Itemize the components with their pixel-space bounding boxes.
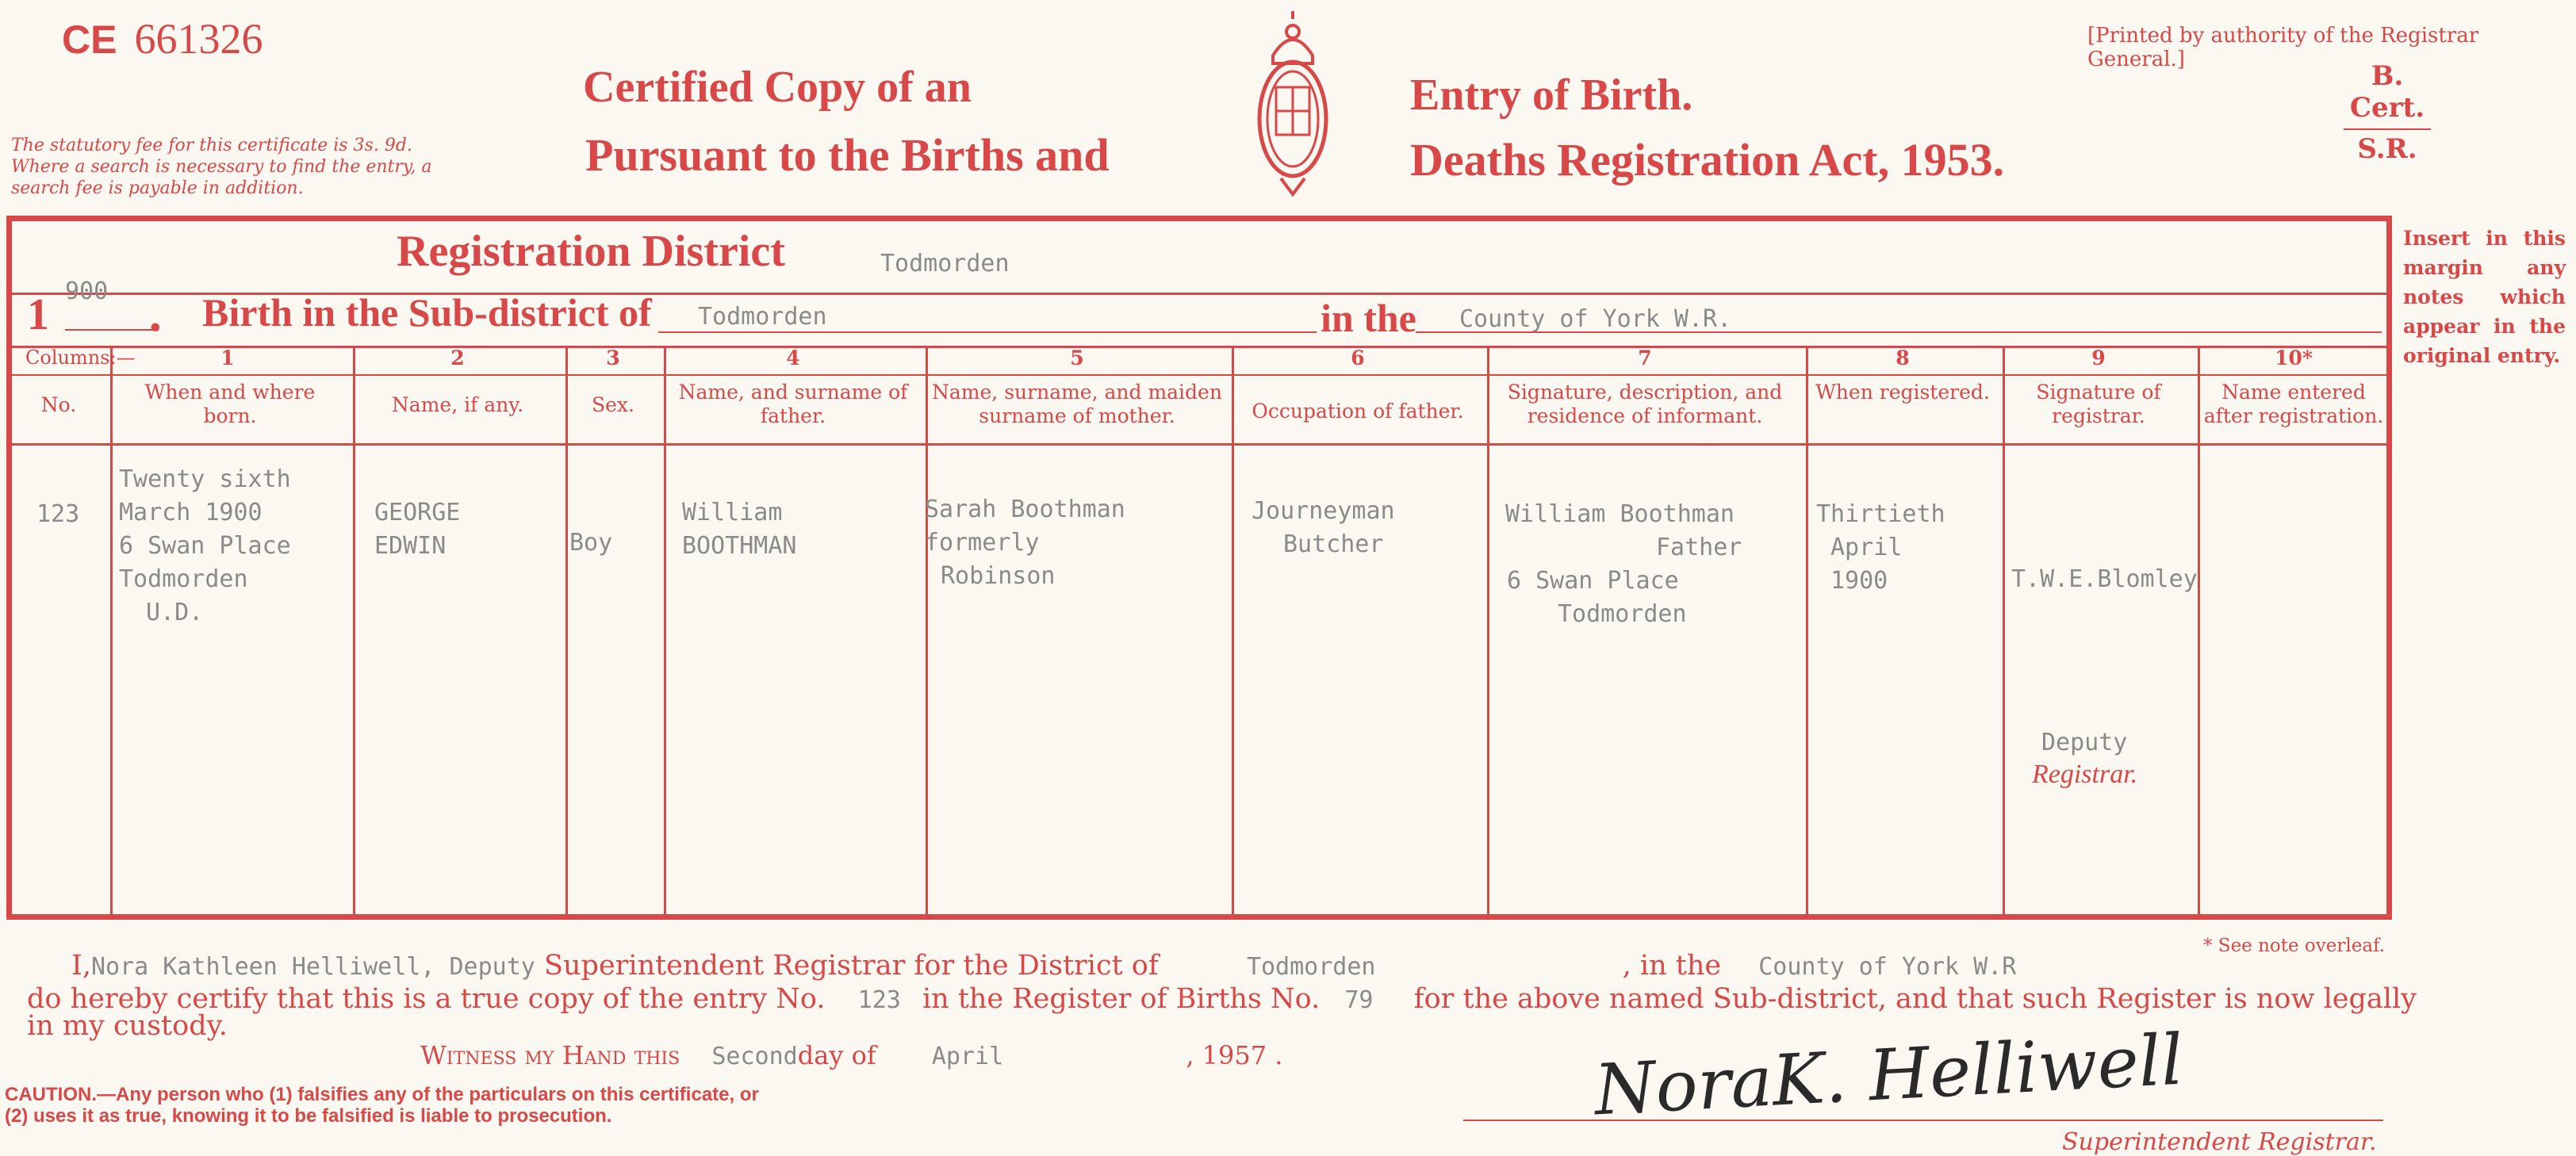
column-head-mother: Name, surname, and maiden surname of mother. bbox=[932, 381, 1222, 427]
serial-number: 661326 bbox=[134, 15, 263, 63]
title-line1-right: Entry of Birth. bbox=[1410, 71, 1693, 120]
certification-line3: in my custody. bbox=[27, 1010, 228, 1042]
col-divider bbox=[2198, 346, 2200, 914]
in-the-label: in the bbox=[1321, 296, 1416, 340]
entry-born-line: March 1900 bbox=[119, 499, 263, 526]
entry-mother-line: formerly bbox=[925, 529, 1040, 557]
witness-month: April bbox=[931, 1043, 1004, 1070]
entry-name-line: EDWIN bbox=[374, 532, 447, 560]
witness-label: Witness my Hand this bbox=[420, 1040, 680, 1070]
witness-line bbox=[420, 1040, 1282, 1070]
column-head-registered: When registered. bbox=[1815, 381, 1990, 404]
signature-line bbox=[1463, 1120, 2383, 1121]
royal-crest-icon bbox=[1257, 8, 1328, 197]
cert-entry-no: 123 bbox=[857, 986, 901, 1014]
entry-born bbox=[119, 463, 341, 630]
caution-note: CAUTION.—Any person who (1) falsifies any of the particulars on this certificate, or (2) uses it as true, knowing it to be falsified is liable to prosecution. bbox=[5, 1084, 759, 1127]
underline bbox=[1416, 331, 2382, 333]
form-code bbox=[2344, 60, 2431, 165]
entry-occupation-line: Journeyman bbox=[1252, 497, 1395, 525]
column-head-born: When and where born. bbox=[144, 381, 316, 427]
row-divider bbox=[12, 443, 2386, 446]
entry-registrar-title-printed: Registrar. bbox=[2032, 760, 2138, 789]
entry-registered-line: April bbox=[1830, 534, 1903, 561]
column-number: 5 bbox=[1070, 346, 1084, 369]
column-head-father: Name, and surname of father. bbox=[678, 381, 908, 427]
col-divider bbox=[110, 346, 113, 914]
certification-line1 bbox=[71, 950, 2016, 982]
col-divider bbox=[926, 346, 928, 914]
fee-note: The statutory fee for this certificate is 3s. 9d. Where a search is necessary to find the entry, a search fee is payable in addition. bbox=[11, 136, 432, 198]
entry-name bbox=[374, 496, 460, 563]
column-number: 7 bbox=[1638, 346, 1652, 369]
entry-father-line: BOOTHMAN bbox=[682, 532, 797, 560]
witness-year: , 1957 . bbox=[1186, 1040, 1283, 1070]
entry-registered-line: 1900 bbox=[1830, 567, 1888, 595]
form-code-top: B. Cert. bbox=[2349, 60, 2425, 124]
underline bbox=[658, 331, 1317, 333]
entry-mother bbox=[925, 493, 1125, 593]
entry-registrar-title-typed: Deputy bbox=[2041, 729, 2128, 756]
county-value: County of York W.R. bbox=[1459, 305, 1732, 333]
certificate-serial bbox=[62, 14, 263, 63]
entry-no: 123 bbox=[36, 500, 80, 528]
column-number: 6 bbox=[1351, 346, 1365, 369]
registration-district-value: Todmorden bbox=[880, 250, 1010, 278]
entry-informant-line: William Boothman bbox=[1505, 500, 1735, 528]
underline bbox=[65, 329, 159, 331]
column-head-occupation: Occupation of father. bbox=[1252, 400, 1464, 423]
cert-i: I, bbox=[71, 950, 91, 982]
col-divider bbox=[1232, 346, 1234, 914]
subdistrict-label: Birth in the Sub-district of bbox=[202, 290, 652, 335]
certification-line2 bbox=[27, 983, 2417, 1015]
column-head-name: Name, if any. bbox=[391, 393, 524, 416]
serial-prefix: CE bbox=[62, 17, 117, 62]
column-number: 2 bbox=[450, 346, 465, 369]
cert-person: Nora Kathleen Helliwell, Deputy bbox=[90, 953, 535, 981]
col-divider bbox=[664, 346, 666, 914]
see-note: * See note overleaf. bbox=[2203, 936, 2386, 956]
column-head-informant: Signature, description, and residence of informant. bbox=[1507, 381, 1783, 427]
column-head-no: No. bbox=[40, 393, 77, 416]
col-divider bbox=[2003, 346, 2005, 914]
column-number: 1 bbox=[220, 346, 235, 369]
cert-line2-b: in the Register of Births No. bbox=[922, 983, 1321, 1015]
cert-district: Todmorden bbox=[1246, 953, 1376, 981]
entry-occupation bbox=[1252, 495, 1395, 561]
entry-name-line: GEORGE bbox=[374, 499, 461, 526]
title-line2-right: Deaths Registration Act, 1953. bbox=[1410, 134, 2005, 186]
column-head-registrar: Signature of registrar. bbox=[2036, 381, 2161, 427]
row-divider bbox=[12, 374, 2386, 376]
column-head-name-after: Name entered after registration. bbox=[2203, 381, 2384, 427]
entry-born-line: U.D. bbox=[146, 599, 204, 626]
col-divider bbox=[353, 346, 355, 914]
entry-informant bbox=[1505, 498, 1807, 631]
column-head-sex: Sex. bbox=[592, 393, 634, 416]
form-code-bottom: S.R. bbox=[2344, 128, 2431, 165]
entry-mother-line: Robinson bbox=[941, 562, 1056, 590]
entry-informant-line: Todmorden bbox=[1558, 600, 1687, 628]
cert-county: County of York W.R bbox=[1758, 953, 2017, 981]
entry-sex: Boy bbox=[569, 529, 613, 557]
column-number: 4 bbox=[786, 346, 800, 369]
column-number: 10* bbox=[2275, 346, 2313, 369]
subdistrict-value: Todmorden bbox=[698, 303, 827, 331]
column-number: 8 bbox=[1896, 346, 1910, 369]
entry-father-line: William bbox=[682, 499, 783, 526]
entry-born-line: 6 Swan Place bbox=[119, 532, 291, 560]
entry-informant-line: 6 Swan Place bbox=[1507, 567, 1679, 595]
entry-registrar-signature: T.W.E.Blomley bbox=[2011, 565, 2198, 593]
columns-label: Columns:— bbox=[25, 346, 136, 369]
entry-father bbox=[682, 496, 797, 563]
col-divider bbox=[1487, 346, 1489, 914]
entry-registered bbox=[1816, 498, 1945, 598]
superintendent-registrar-label: Superintendent Registrar. bbox=[2062, 1128, 2377, 1156]
column-number: 3 bbox=[606, 346, 620, 369]
witness-day: Second bbox=[711, 1043, 798, 1070]
printed-by-note: [Printed by authority of the Registrar General.] bbox=[2087, 24, 2479, 71]
witness-day-of: day of bbox=[797, 1040, 876, 1070]
col-divider bbox=[565, 346, 568, 914]
entry-born-line: Todmorden bbox=[119, 565, 248, 593]
cert-in-the: , in the bbox=[1622, 950, 1722, 982]
entry-mother-line: Sarah Boothman bbox=[925, 496, 1125, 523]
column-number: 9 bbox=[2091, 346, 2106, 369]
year-suffix: . bbox=[148, 289, 163, 342]
cert-line2-c: for the above named Sub-district, and that such Register is now legally bbox=[1413, 983, 2417, 1015]
registration-district-label: Registration District bbox=[397, 227, 785, 276]
margin-note: Insert in this margin any notes which appear in the original entry. bbox=[2403, 227, 2566, 367]
year-value: 900 bbox=[65, 278, 109, 305]
title-line1-left: Certified Copy of an bbox=[583, 63, 972, 112]
year-prefix: 1 bbox=[27, 290, 49, 339]
entry-occupation-line: Butcher bbox=[1283, 530, 1384, 558]
cert-line2-a: do hereby certify that this is a true copy of the entry No. bbox=[27, 983, 826, 1015]
title-line2-left: Pursuant to the Births and bbox=[585, 129, 1110, 181]
superintendent-signature: NoraK. Helliwell bbox=[1592, 1018, 2186, 1131]
cert-role: Superintendent Registrar for the District of bbox=[544, 950, 1159, 982]
cert-register-no: 79 bbox=[1344, 986, 1374, 1014]
entry-informant-line: Father bbox=[1656, 534, 1742, 561]
entry-registered-line: Thirtieth bbox=[1816, 500, 1945, 528]
entry-born-line: Twenty sixth bbox=[119, 465, 291, 493]
